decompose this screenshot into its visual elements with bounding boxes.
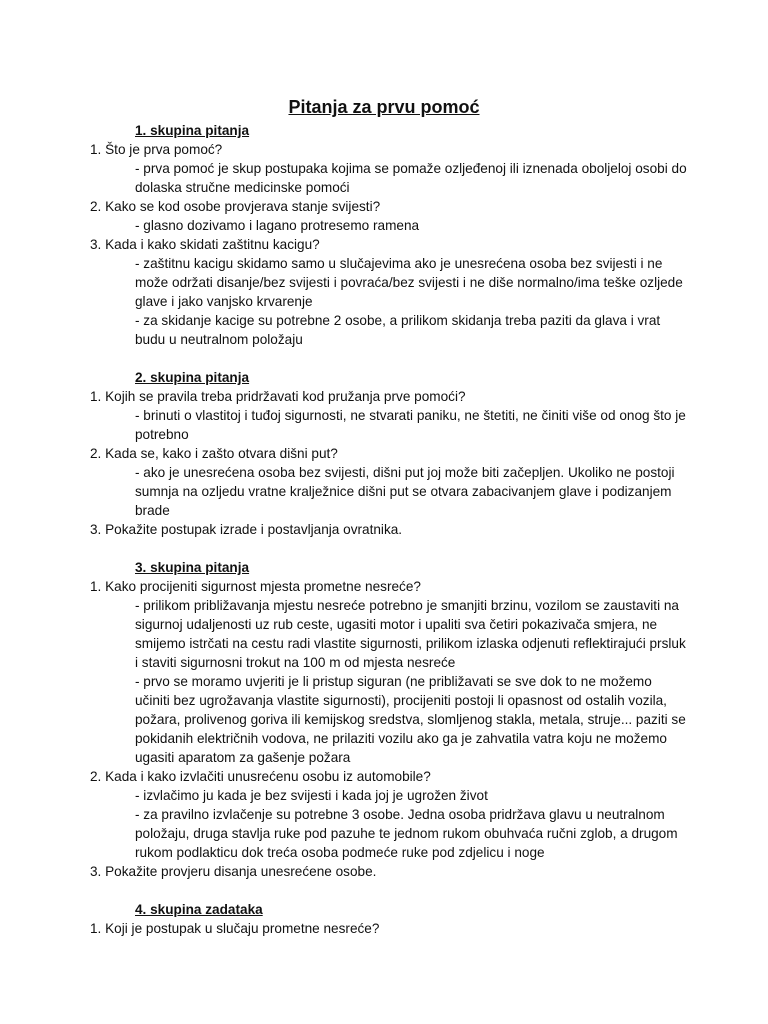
question-text: 1. Kojih se pravila treba pridržavati kod pružanja prve pomoći? xyxy=(90,389,466,404)
group-heading: 2. skupina pitanja xyxy=(135,370,250,385)
answer-text: - glasno dozivamo i lagano protresemo ramena xyxy=(135,218,420,233)
document-body xyxy=(90,121,690,957)
question-group xyxy=(90,368,690,539)
answer-text: - prilikom približavanja mjestu nesreće potrebno je smanjiti brzinu, vozilom se zaustaviti na sigurnoj udaljenosti uz rub ceste, ugasiti motor i upaliti sva četiri pokazivača smjera, ne smijemo istrčati na cestu radi vlastite sigurnosti, prilikom izlaska odjenuti reflektirajući prsluk i staviti sigurnosni trokut na 100 m od mjesta nesreće xyxy=(135,598,686,670)
group-heading: 3. skupina pitanja xyxy=(135,560,250,575)
question-text: 1. Kako procijeniti sigurnost mjesta prometne nesreće? xyxy=(90,579,421,594)
answer-text: - ako je unesrećena osoba bez svijesti, dišni put joj može biti začepljen. Ukoliko ne postoji sumnja na ozljedu vratne kralježnice dišni put se otvara zabacivanjem glave i podizanjem brade xyxy=(135,465,675,518)
question-text: 1. Što je prva pomoć? xyxy=(90,142,223,157)
question-text: 3. Pokažite provjeru disanja unesrećene osobe. xyxy=(90,864,377,879)
answer-text: - zaštitnu kacigu skidamo samo u slučajevima ako je unesrećena osoba bez svijesti i ne može održati disanje/bez svijesti i povraća/bez svijesti i ne diše normalno/ima teške ozljede glave i jako vanjsko krvarenje xyxy=(135,256,683,309)
question-group xyxy=(90,121,690,349)
answer-text: - izvlačimo ju kada je bez svijesti i kada joj je ugrožen život xyxy=(135,788,488,803)
group-heading: 4. skupina zadataka xyxy=(135,902,263,917)
answer-text: - za skidanje kacige su potrebne 2 osobe, a prilikom skidanja treba paziti da glava i vrat budu u neutralnom položaju xyxy=(135,313,661,347)
question-text: 3. Pokažite postupak izrade i postavljanja ovratnika. xyxy=(90,522,403,537)
question-text: 1. Koji je postupak u slučaju prometne nesreće? xyxy=(90,921,380,936)
answer-text: - prva pomoć je skup postupaka kojima se pomaže ozljeđenoj ili iznenada oboljeloj osobi do dolaska stručne medicinske pomoći xyxy=(135,161,687,195)
question-text: 3. Kada i kako skidati zaštitnu kacigu? xyxy=(90,237,320,252)
question-group xyxy=(90,900,690,938)
answer-text: - brinuti o vlastitoj i tuđoj sigurnosti, ne stvarati paniku, ne štetiti, ne činiti više od onog što je potrebno xyxy=(135,408,686,442)
document-title-text: Pitanja za prvu pomoć xyxy=(288,97,480,117)
question-group xyxy=(90,558,690,881)
question-text: 2. Kada i kako izvlačiti unusrećenu osobu iz automobile? xyxy=(90,769,431,784)
group-heading: 1. skupina pitanja xyxy=(135,123,250,138)
question-text: 2. Kako se kod osobe provjerava stanje svijesti? xyxy=(90,199,381,214)
question-text: 2. Kada se, kako i zašto otvara dišni put? xyxy=(90,446,338,461)
answer-text: - za pravilno izvlačenje su potrebne 3 osobe. Jedna osoba pridržava glavu u neutralnom položaju, druga stavlja ruke pod pazuhe te jednom rukom obuhvaća ručni zglob, a drugom rukom podlakticu dok treća osoba podmeće ruke pod zdjelicu i noge xyxy=(135,807,678,860)
document-title xyxy=(0,94,768,120)
answer-text: - prvo se moramo uvjeriti je li pristup siguran (ne približavati se sve dok to ne možemo učiniti bez ugrožavanja vlastite sigurnosti), procijeniti postoji li opasnost od ostalih vozila, požara, prolivenog goriva ili kemijskog sredstva, slomljenog stakla, metala, struje... paziti se pokidanih električnih vodova, ne prilaziti vozilu ako ga je zahvatila vatra koju ne možemo ugasiti aparatom za gašenje požara xyxy=(135,674,686,765)
